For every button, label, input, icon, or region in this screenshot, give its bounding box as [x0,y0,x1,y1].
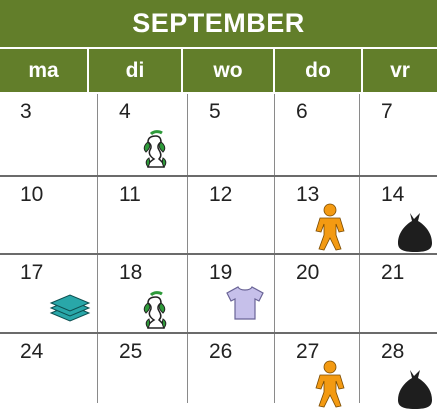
day-cell [99,334,188,403]
day-number: 10 [20,183,44,206]
day-number: 6 [296,100,308,123]
day-number: 24 [20,340,44,363]
day-number: 3 [20,100,32,123]
day-number: 14 [381,183,405,206]
day-cell [361,177,437,253]
grid-column-divider [359,94,360,403]
weekday-header-thu: do [275,49,361,92]
day-cell [276,177,360,253]
day-number: 7 [381,100,393,123]
day-number: 27 [296,340,320,363]
day-number: 4 [119,100,131,123]
day-number: 13 [296,183,320,206]
paper-stack-icon [48,293,92,323]
apple-core-icon [137,291,171,331]
day-cell [0,94,98,174]
day-cell [189,255,275,332]
grid-column-divider [97,94,98,403]
day-cell [189,94,275,174]
weekday-header-mon: ma [0,49,87,92]
day-number: 17 [20,261,44,284]
day-number: 19 [209,261,233,284]
day-cell [276,334,360,403]
day-number: 26 [209,340,233,363]
day-cell [99,94,188,174]
day-number: 11 [119,183,141,206]
day-cell [361,255,437,332]
day-cell [189,334,275,403]
day-number: 18 [119,261,143,284]
day-cell [189,177,275,253]
day-number: 25 [119,340,143,363]
day-cell [276,255,360,332]
day-number: 28 [381,340,405,363]
grid-column-divider [187,94,188,403]
weekday-header-fri: vr [363,49,437,92]
weekday-header-tue: di [89,49,181,92]
day-cell [0,177,98,253]
day-cell [0,255,98,332]
garbage-bag-icon [395,211,435,253]
person-icon [314,203,346,251]
grid-row-divider [0,253,437,255]
grid-row-divider [0,175,437,177]
day-cell [0,334,98,403]
grid-row-divider [0,332,437,334]
day-cell [99,177,188,253]
grid-column-divider [274,94,275,403]
day-cell [361,94,437,174]
day-cell [276,94,360,174]
month-title: SEPTEMBER [0,0,437,47]
day-number: 21 [381,261,405,284]
day-number: 5 [209,100,221,123]
day-cell [361,334,437,403]
apple-core-icon [137,130,171,170]
person-icon [314,360,346,408]
day-cell [99,255,188,332]
weekday-header-wed: wo [183,49,273,92]
day-number: 12 [209,183,233,206]
garbage-bag-icon [395,368,435,410]
tshirt-icon [225,285,265,321]
day-number: 20 [296,261,320,284]
